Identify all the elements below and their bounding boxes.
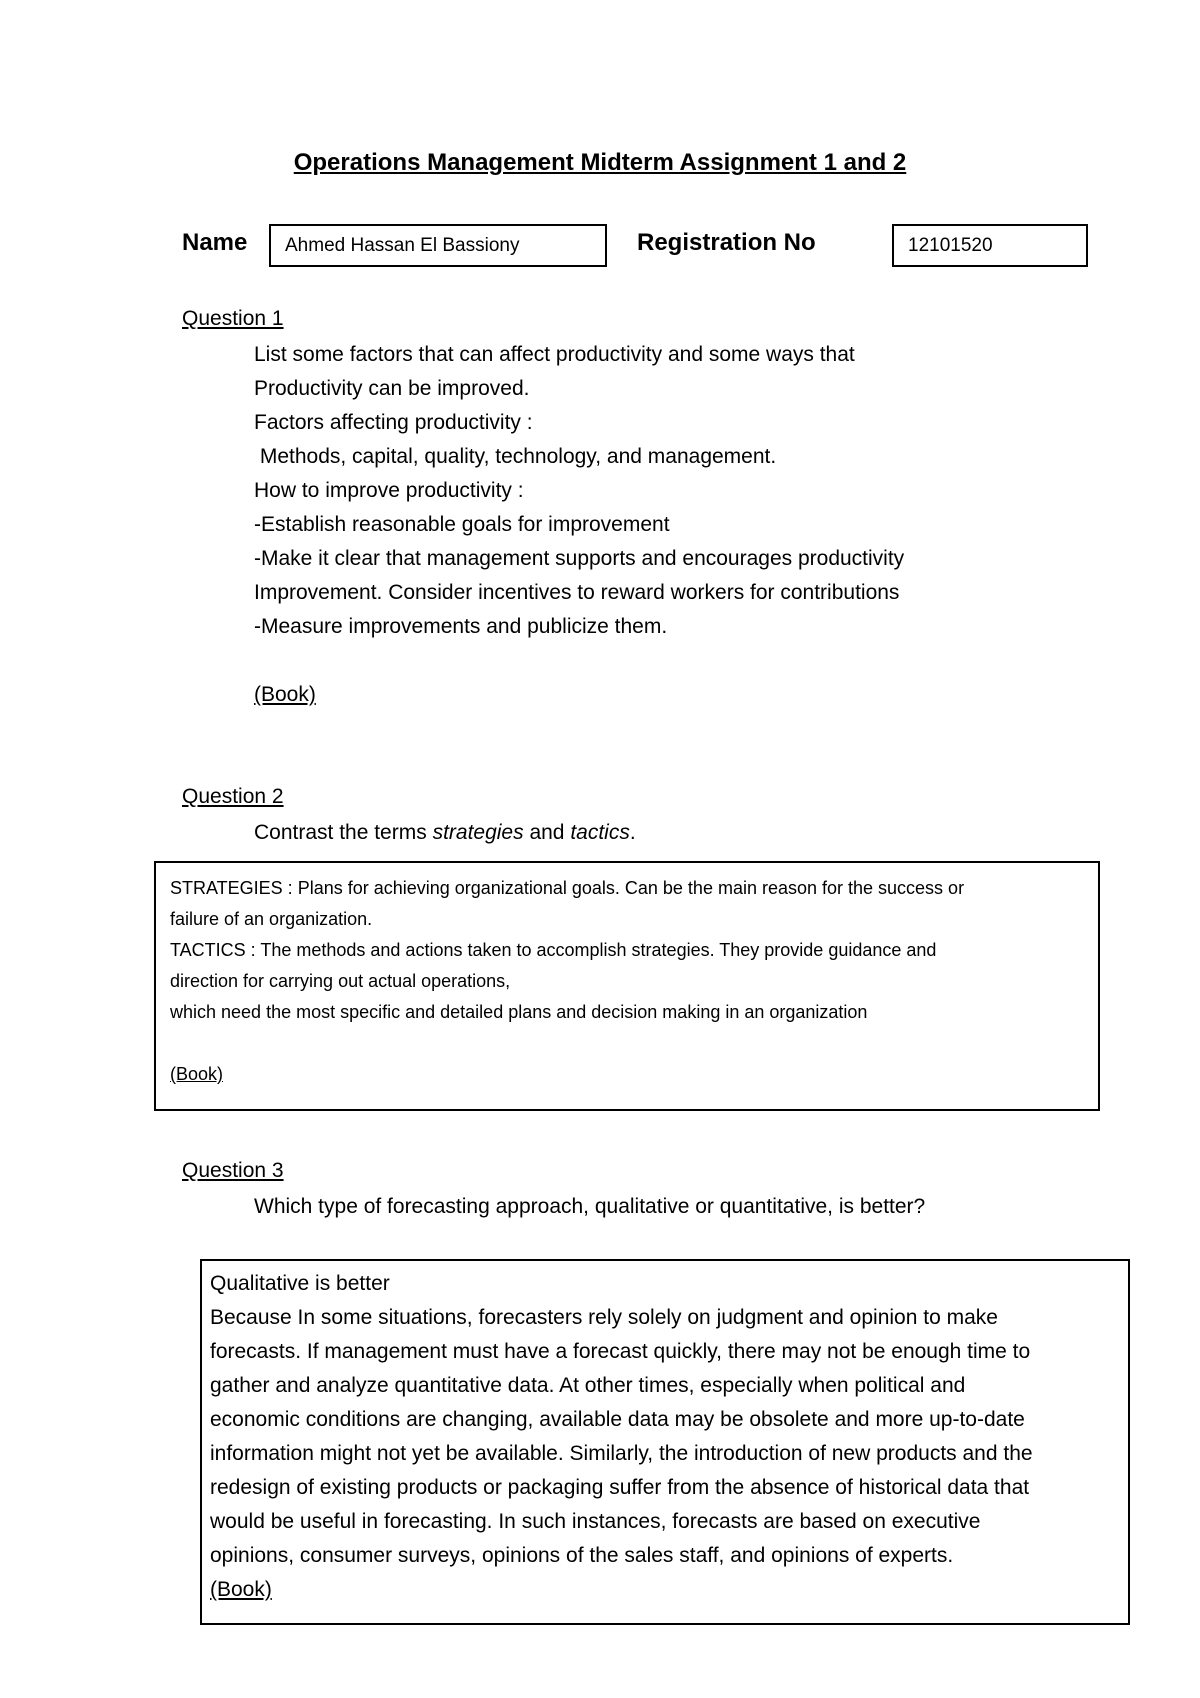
question-3-heading: Question 3 <box>182 1159 284 1182</box>
q2-source: (Book) <box>170 1064 224 1084</box>
question-3-prompt: Which type of forecasting approach, qualitative or quantitative, is better? <box>254 1195 926 1218</box>
q1-line: List some factors that can affect productivity and some ways that <box>254 343 855 366</box>
q3-answer-line: economic conditions are changing, available data may be obsolete and more up-to-date <box>210 1408 1025 1431</box>
question-2-heading: Question 2 <box>182 785 284 808</box>
registration-label: Registration No <box>637 229 816 256</box>
question-2-prompt: Contrast the terms strategies and tactics. <box>254 821 636 844</box>
term-tactics: tactics <box>570 821 630 844</box>
q2-answer-line: direction for carrying out actual operations, <box>170 971 511 991</box>
q3-answer-line: redesign of existing products or packaging suffer from the absence of historical data that <box>210 1476 1030 1499</box>
q1-line: -Make it clear that management supports and encourages productivity <box>254 547 905 570</box>
page-title: Operations Management Midterm Assignment 1 and 2 <box>293 149 907 176</box>
q3-answer-line: information might not yet be available. Similarly, the introduction of new products and the <box>210 1442 1033 1465</box>
q3-answer-line: would be useful in forecasting. In such instances, forecasts are based on executive <box>210 1510 981 1533</box>
q3-answer-line: gather and analyze quantitative data. At other times, especially when political and <box>210 1374 966 1397</box>
q1-line: Improvement. Consider incentives to reward workers for contributions <box>254 581 900 604</box>
q1-line: How to improve productivity : <box>254 479 524 502</box>
q3-source: (Book) <box>210 1578 272 1601</box>
name-field[interactable]: Ahmed Hassan El Bassiony <box>269 224 607 267</box>
q1-line: Methods, capital, quality, technology, and management. <box>254 445 777 468</box>
q3-answer-line: opinions, consumer surveys, opinions of the sales staff, and opinions of experts. <box>210 1544 954 1567</box>
q3-answer-line: Qualitative is better <box>210 1272 390 1295</box>
registration-field[interactable]: 12101520 <box>892 224 1088 267</box>
name-label: Name <box>182 229 248 256</box>
q3-answer-line: forecasts. If management must have a forecast quickly, there may not be enough time to <box>210 1340 1031 1363</box>
q1-line: Factors affecting productivity : <box>254 411 533 434</box>
q1-line: -Establish reasonable goals for improvement <box>254 513 670 536</box>
q2-answer-line: which need the most specific and detailed plans and decision making in an organization <box>170 1002 868 1022</box>
term-strategies: strategies <box>432 821 524 844</box>
q2-answer-line: TACTICS : The methods and actions taken to accomplish strategies. They provide guidance and <box>170 940 937 960</box>
q1-source: (Book) <box>254 683 316 706</box>
q2-answer-line: failure of an organization. <box>170 909 373 929</box>
question-1-body <box>254 338 904 712</box>
question-2-answer-box <box>154 861 1100 1111</box>
q3-answer-line: Because In some situations, forecasters rely solely on judgment and opinion to make <box>210 1306 998 1329</box>
q1-line: -Measure improvements and publicize them. <box>254 615 668 638</box>
q2-answer-line: STRATEGIES : Plans for achieving organizational goals. Can be the main reason for the success or <box>170 878 965 898</box>
question-1-heading: Question 1 <box>182 307 284 330</box>
question-3-answer-box <box>200 1259 1130 1625</box>
q1-line: Productivity can be improved. <box>254 377 530 400</box>
